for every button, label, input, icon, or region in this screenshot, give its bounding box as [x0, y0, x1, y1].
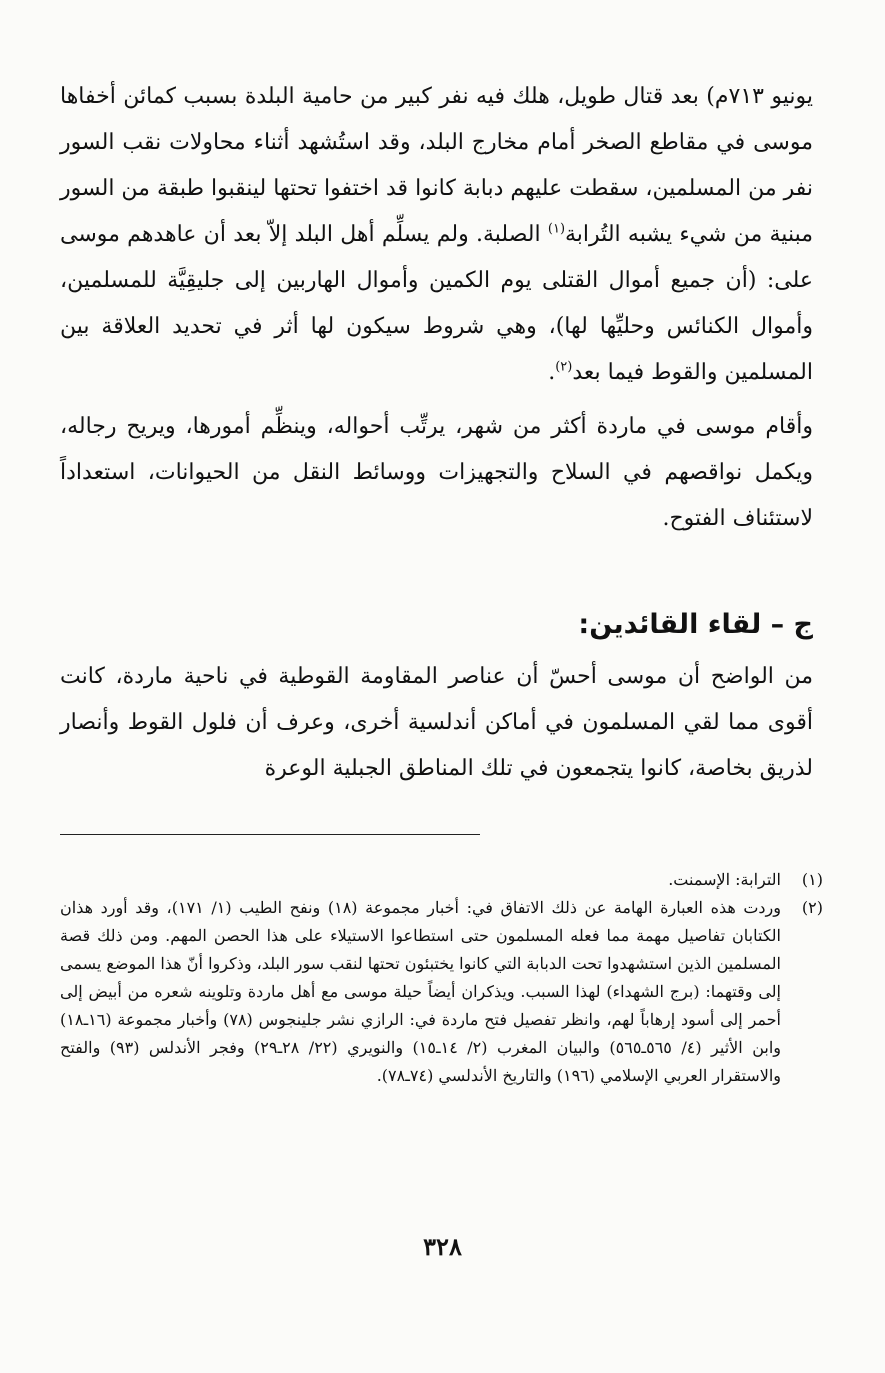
footnote-text: الترابة: الإسمنت.: [668, 870, 781, 889]
paragraph-1-text-b: الصلبة. ولم يسلِّم أهل البلد إلاّ بعد أن عاهدهم موسى على: (أن جميع أموال القتلى يوم الكمين وأموال الهاربين إلى جليقِيَّة للمسلمين، وأموال الكنائس وحليِّها لها)، وهي شروط سيكون لها أثر في تحديد العلاقة بين المسلمين والقوط فيما بعد: [60, 222, 813, 385]
body-paragraph-2: وأقام موسى في ماردة أكثر من شهر، يرتِّب أحواله، وينظِّم أمورها، ويريح رجاله، ويكمل نواقصهم في السلاح والتجهيزات ووسائط النقل من الحيوانات، استعداداً لاستئناف الفتوح.: [60, 414, 813, 531]
footnote-number: (٢): [801, 898, 823, 917]
page-number: ٣٢٨: [423, 1232, 462, 1261]
footnote-1: [60, 866, 823, 894]
paragraph-1-text-a: يونيو ٧١٣م) بعد قتال طويل، هلك فيه نفر كبير من حامية البلدة بسبب كمائن أخفاها موسى في مقاطع الصخر أمام مخارج البلد، وقد استُشهد أثناء محاولات نقب السور نفر من المسلمين، سقطت عليهم دبابة كانوا قد اختفوا تحتها لينقبوا طبقة من السور مبنية من شيء يشبه التُرابة: [60, 84, 814, 247]
footnote-ref-2: (٢): [555, 359, 573, 375]
footnote-text: وردت هذه العبارة الهامة عن ذلك الاتفاق في: أخبار مجموعة (١٨) ونفح الطيب (١/ ١٧١)، وقد أورد هذان الكتابان تفاصيل مهمة مما فعله المسلمون حتى استطاعوا الاستيلاء على هذا الحصن المهم. ومن ذلك قصة المسلمين الذين استشهدوا تحت الدبابة التي كانوا يختبئون تحتها لنقب سور البلد، وذكروا أنّ هذا الموضع يسمى إلى وقتهما: (برج الشهداء) لهذا السبب. ويذكران أيضاً حيلة موسى مع أهل ماردة وتلوينه شعره من أبيض إلى أحمر إلى أسود إرهاباً لهم، وانظر تفصيل فتح ماردة في: الرازي نشر جلينجوس (٧٨) وأخبار مجموعة (١٦ـ١٨) وابن الأثير (٤/ ٥٦٥ـ٥٦٥) والبيان المغرب (٢/ ١٤ـ١٥) والنويري (٢٢/ ٢٨ـ٢٩) وفجر الأندلس (٩٣) والفتح والاستقرار العربي الإسلامي (١٩٦) والتاريخ الأندلسي (٧٤ـ٧٨).: [60, 898, 782, 1085]
footnote-ref-1: (١): [547, 221, 566, 237]
body-paragraph-1: [60, 74, 813, 396]
paragraph-1-text-end: .: [548, 360, 556, 385]
book-page: [60, 74, 823, 1373]
section-heading: ج – لقاء القائدين:: [578, 609, 813, 640]
footnotes-section: [60, 866, 823, 1090]
footnote-number: (١): [801, 870, 823, 889]
footnote-2: [60, 894, 823, 1090]
body-paragraph-3: من الواضح أن موسى أحسّ أن عناصر المقاومة القوطية في ناحية ماردة، كانت أقوى مما لقي المسلمون في أماكن أندلسية أخرى، وعرف أن فلول القوط وأنصار لذريق بخاصة، كانوا يتجمعون في تلك المناطق الجبلية الوعرة: [60, 664, 813, 781]
footnote-divider: [60, 834, 480, 835]
